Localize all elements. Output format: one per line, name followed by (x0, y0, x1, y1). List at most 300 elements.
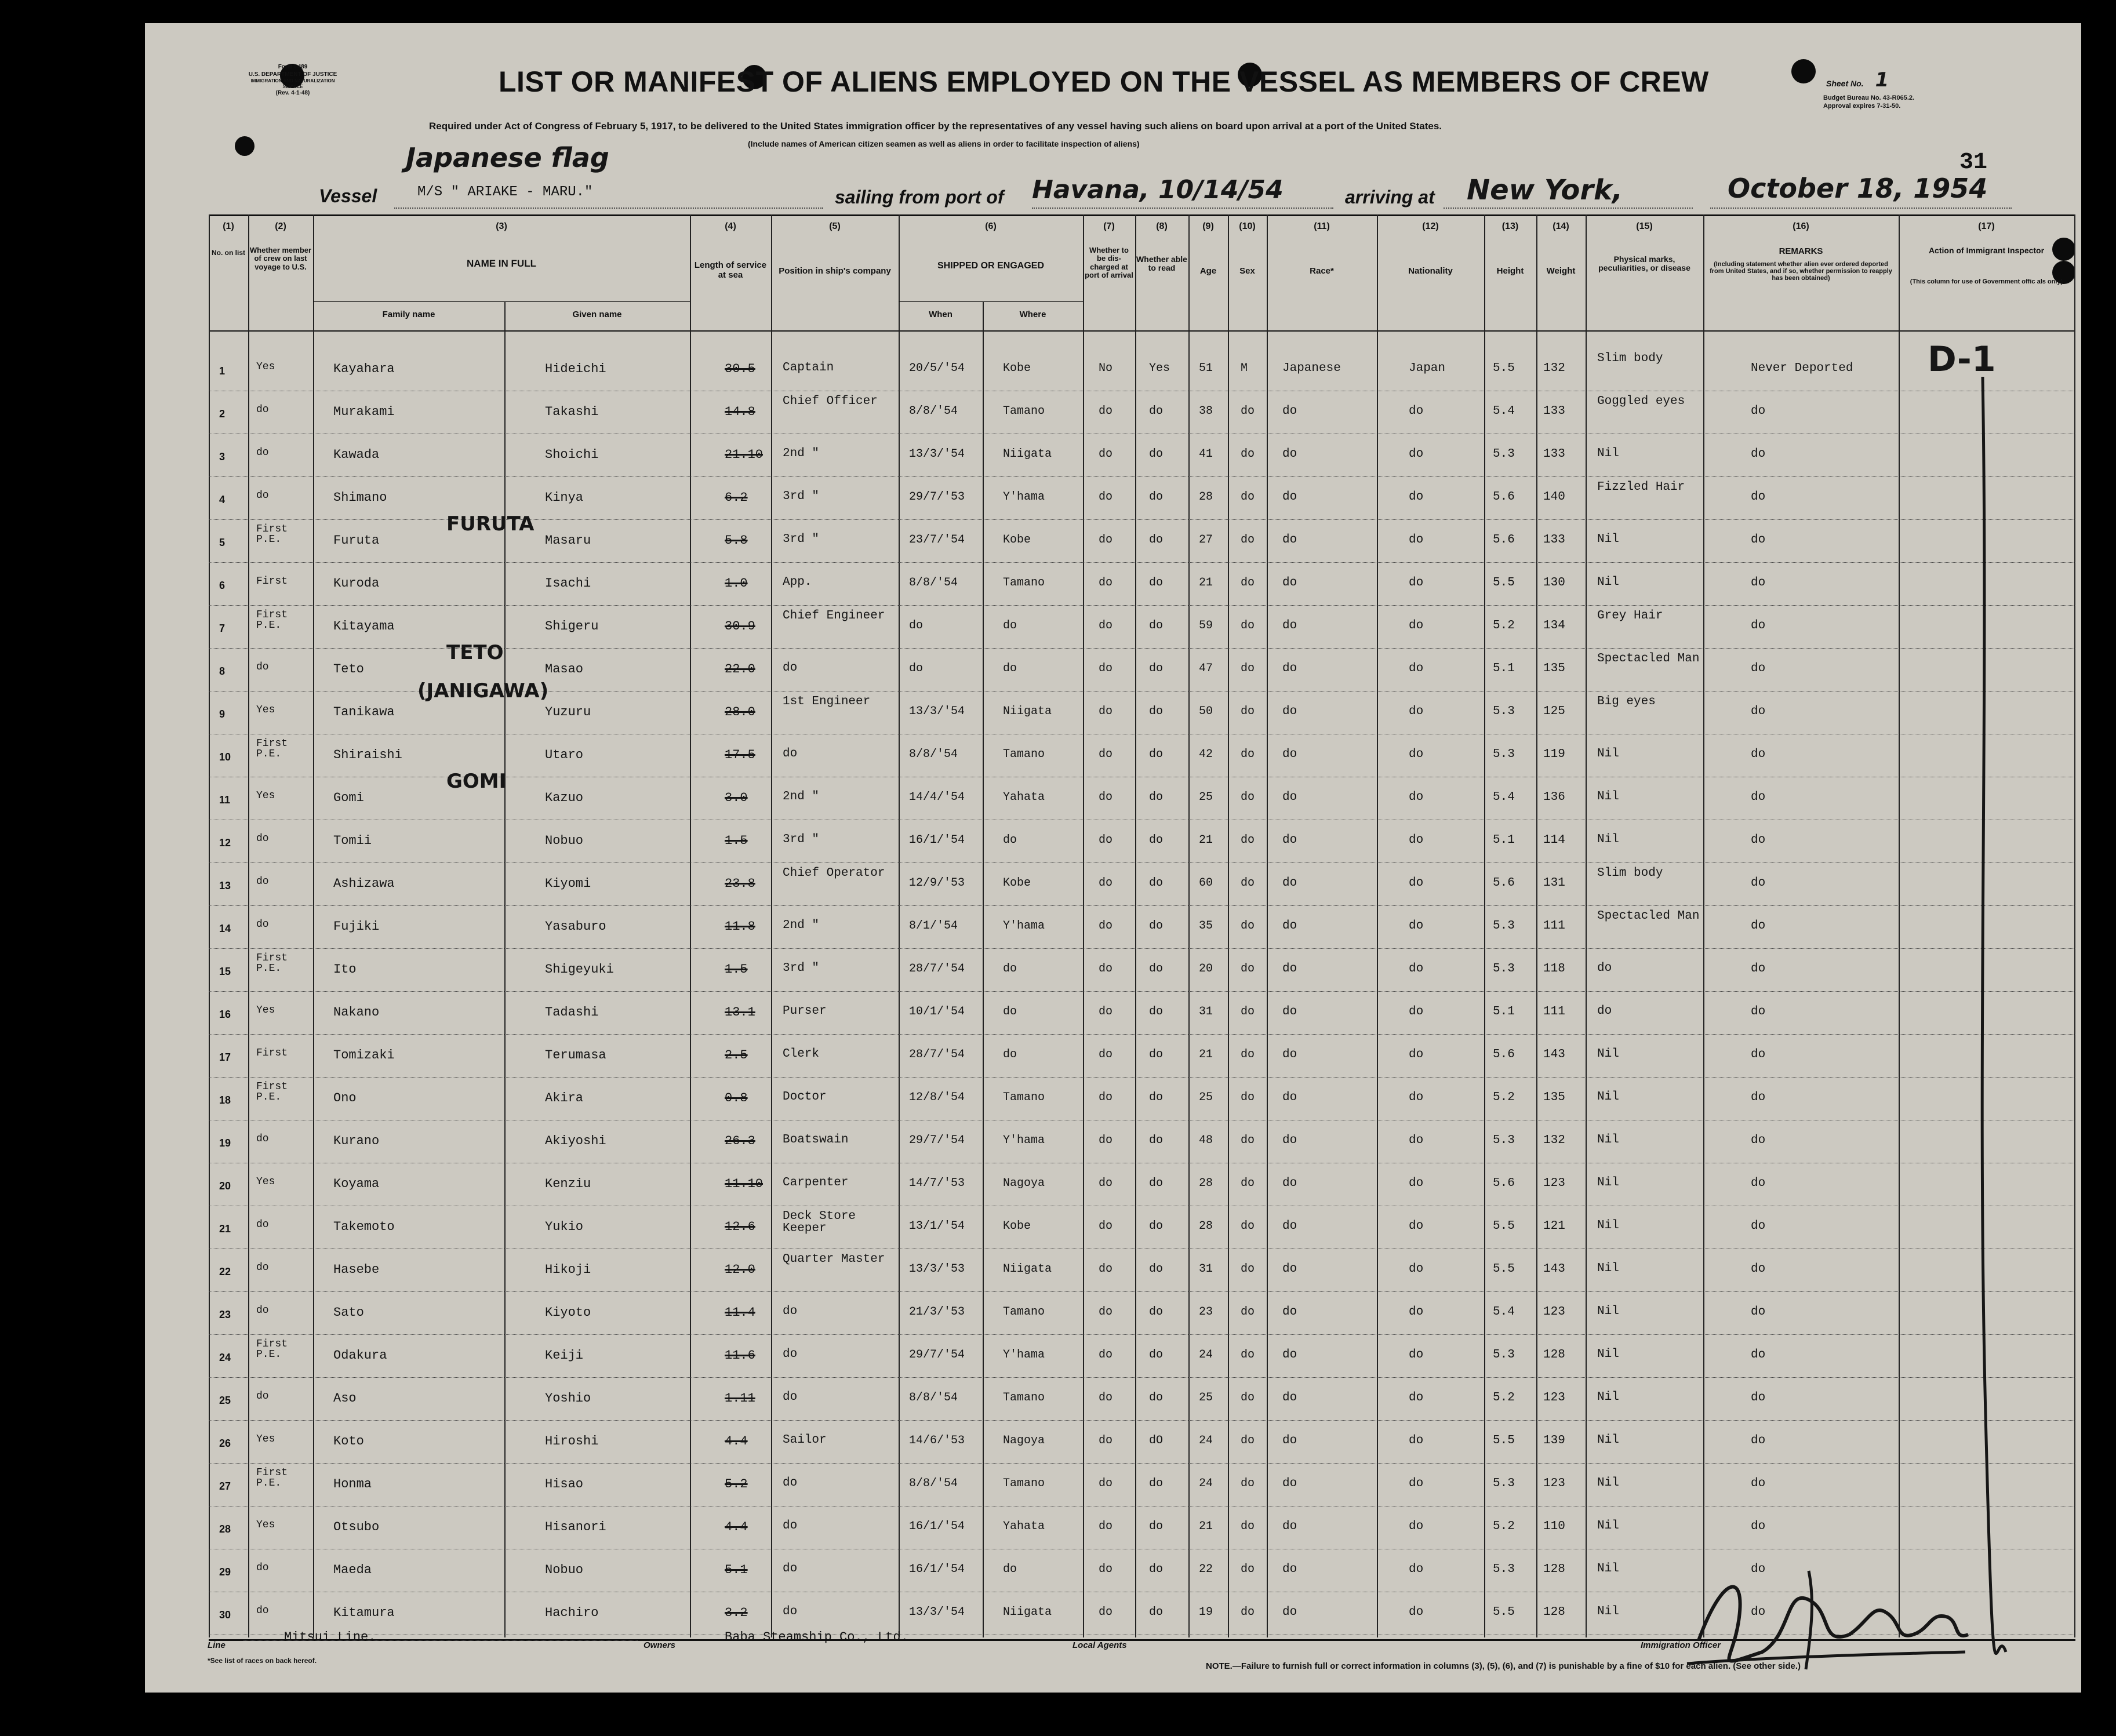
cell-given: Hachiro (545, 1606, 599, 1620)
cell-disch: do (1099, 405, 1113, 418)
table-row (145, 679, 2081, 729)
cell-disch: do (1099, 834, 1113, 847)
cell-nat: do (1409, 490, 1424, 504)
cell-position: Quarter Master (783, 1253, 885, 1266)
cell-read: do (1149, 791, 1164, 804)
cell-remarks: do (1751, 1520, 1766, 1533)
cell-where: Niigata (1003, 447, 1052, 461)
col-header-where: Where (1019, 310, 1046, 319)
cell-remarks: do (1751, 1391, 1766, 1404)
row-number: 14 (219, 923, 231, 934)
cell-family: Hasebe (333, 1262, 380, 1277)
cell-disch: do (1099, 662, 1113, 675)
inspector-bracket (1971, 371, 2017, 1693)
row-number: 8 (219, 665, 226, 677)
table-row (145, 948, 2081, 987)
cell-where: Nagoya (1003, 1434, 1045, 1447)
cell-weight: 119 (1543, 748, 1565, 761)
cell-last: First (256, 576, 288, 587)
cell-remarks: do (1751, 1005, 1766, 1018)
sheet-number: 1 (1875, 68, 1889, 92)
cell-when: do (909, 619, 924, 632)
cell-position: 3rd " (783, 962, 820, 975)
cell-remarks: do (1751, 1048, 1766, 1061)
row-number: 12 (219, 837, 231, 849)
cell-family: Koyama (333, 1177, 380, 1191)
col-header-nationality: Nationality (1408, 266, 1453, 276)
cell-marks: Spectacled Man (1597, 909, 1700, 923)
cell-age: 47 (1199, 662, 1213, 675)
cell-when: 14/7/'53 (909, 1177, 965, 1190)
cell-disch: do (1099, 1391, 1113, 1404)
table-row (145, 348, 2081, 386)
cell-last: do (256, 404, 269, 416)
cell-last: do (256, 1562, 269, 1574)
cell-service: 1.5 (725, 834, 748, 848)
cell-age: 24 (1199, 1477, 1213, 1490)
cell-service: 11.4 (725, 1305, 755, 1320)
cell-nat: do (1409, 1262, 1424, 1276)
cell-read: do (1149, 1005, 1164, 1018)
cell-when: 13/3/'54 (909, 447, 965, 461)
cell-disch: do (1099, 1477, 1113, 1490)
cell-position: 1st Engineer (783, 695, 871, 708)
cell-where: do (1003, 1005, 1017, 1018)
cell-read: do (1149, 576, 1164, 589)
cell-where: Y'hama (1003, 1134, 1045, 1147)
cell-sex: do (1241, 919, 1255, 933)
cell-when: 14/4/'54 (909, 791, 965, 804)
row-number: 29 (219, 1566, 231, 1578)
line-value: Mitsui Line. (284, 1630, 376, 1644)
approval-expiry: Approval expires 7-31-50. (1823, 103, 1901, 110)
col-num: (5) (829, 221, 841, 231)
form-revision: (Rev. 4-1-48) (275, 90, 310, 96)
table-row (145, 991, 2081, 1029)
col-header-when: When (929, 310, 952, 319)
cell-position: do (783, 1305, 798, 1318)
cell-when: 29/7/'54 (909, 1348, 965, 1362)
arriving-label: arriving at (1345, 187, 1435, 208)
cell-height: 5.5 (1493, 1434, 1515, 1447)
cell-when: 8/8/'54 (909, 1391, 958, 1404)
cell-when: 28/7/'54 (909, 1048, 965, 1061)
cell-service: 30.9 (725, 619, 755, 634)
cell-remarks: do (1751, 1305, 1766, 1319)
owners-label: Owners (643, 1640, 676, 1650)
vessel-label: Vessel (319, 185, 377, 206)
cell-marks: Spectacled Man (1597, 652, 1700, 665)
cell-age: 27 (1199, 533, 1213, 547)
cell-height: 5.5 (1493, 1262, 1515, 1276)
cell-last: Yes (256, 1433, 275, 1445)
cell-race: do (1282, 490, 1297, 504)
cell-service: 11.6 (725, 1348, 755, 1363)
cell-age: 25 (1199, 1091, 1213, 1104)
row-number: 20 (219, 1180, 231, 1192)
cell-last: do (256, 1391, 269, 1402)
cell-when: 13/3/'54 (909, 1606, 965, 1619)
row-number: 17 (219, 1051, 231, 1063)
cell-marks: Nil (1597, 1605, 1619, 1618)
cell-sex: do (1241, 1391, 1255, 1404)
cell-service: 13.1 (725, 1005, 755, 1020)
cell-last: First P.E. (256, 1081, 288, 1103)
cell-given: Tadashi (545, 1005, 599, 1020)
cell-height: 5.3 (1493, 962, 1515, 976)
table-row (145, 1163, 2081, 1201)
cell-height: 5.3 (1493, 447, 1515, 461)
cell-last: First P.E. (256, 738, 288, 760)
cell-where: Tamano (1003, 1391, 1045, 1404)
cell-position: 2nd " (783, 447, 820, 460)
cell-marks: Big eyes (1597, 695, 1656, 708)
cell-disch: do (1099, 533, 1113, 547)
cell-service: 21.10 (725, 447, 763, 462)
cell-family: Ono (333, 1091, 357, 1105)
col-header-able-read: Whether able to read (1136, 254, 1187, 273)
cell-sex: do (1241, 791, 1255, 804)
cell-nat: do (1409, 662, 1424, 675)
cell-nat: do (1409, 619, 1424, 632)
races-note: *See list of races on back hereof. (208, 1657, 317, 1665)
cell-race: do (1282, 962, 1297, 976)
sailing-label: sailing from port of (835, 187, 1004, 208)
cell-age: 60 (1199, 876, 1213, 890)
cell-given: Yukio (545, 1220, 584, 1234)
col-num: (6) (985, 221, 997, 231)
cell-sex: do (1241, 405, 1255, 418)
table-row (145, 1420, 2081, 1458)
cell-weight: 111 (1543, 919, 1565, 933)
cell-last: First P.E. (256, 952, 288, 974)
cell-position: 2nd " (783, 919, 820, 932)
cell-read: do (1149, 748, 1164, 761)
cell-weight: 111 (1543, 1005, 1565, 1018)
cell-height: 5.5 (1493, 1606, 1515, 1619)
row-number: 27 (219, 1480, 231, 1492)
cell-family: Odakura (333, 1348, 387, 1363)
col-header-name: NAME IN FULL (467, 258, 536, 269)
table-row (145, 1206, 2081, 1244)
cell-remarks: do (1751, 447, 1766, 461)
cell-sex: do (1241, 1477, 1255, 1490)
cell-last: do (256, 447, 269, 458)
col-header-family-name: Family name (382, 310, 435, 319)
row-number: 23 (219, 1309, 231, 1320)
cell-remarks: do (1751, 919, 1766, 933)
cell-where: Nagoya (1003, 1177, 1045, 1190)
cell-disch: No (1099, 362, 1113, 375)
cell-age: 31 (1199, 1262, 1213, 1276)
cell-race: do (1282, 1434, 1297, 1447)
cell-marks: Nil (1597, 1348, 1619, 1361)
cell-age: 21 (1199, 1048, 1213, 1061)
cell-read: do (1149, 705, 1164, 718)
col-num: (10) (1239, 221, 1256, 231)
cell-nat: do (1409, 1005, 1424, 1018)
cell-remarks: do (1751, 748, 1766, 761)
cell-disch: do (1099, 1177, 1113, 1190)
cell-position: do (783, 1519, 798, 1533)
cell-position: Doctor (783, 1090, 827, 1104)
cell-nat: do (1409, 748, 1424, 761)
cell-where: Niigata (1003, 1262, 1052, 1276)
cell-nat: do (1409, 1091, 1424, 1104)
cell-read: do (1149, 1091, 1164, 1104)
row-number: 7 (219, 623, 226, 634)
cell-race: do (1282, 1220, 1297, 1233)
cell-remarks: do (1751, 791, 1766, 804)
cell-marks: Nil (1597, 1262, 1619, 1275)
cell-position: do (783, 1476, 798, 1490)
cell-last: Yes (256, 704, 275, 716)
cell-remarks: do (1751, 576, 1766, 589)
col-num: (2) (275, 221, 286, 231)
manifest-sheet (145, 23, 2081, 1693)
cell-weight: 125 (1543, 705, 1565, 718)
owners-value: Baba Steamship Co., Ltd. (725, 1630, 908, 1644)
table-row (145, 1463, 2081, 1501)
cell-sex: do (1241, 1305, 1255, 1319)
col-header-remarks-note: (Including statement whether alien ever ordered deported from United States, and if so, whether permission to reapply has been obtained) (1710, 261, 1892, 282)
cell-sex: do (1241, 834, 1255, 847)
col-num: (17) (1978, 221, 1995, 231)
cell-last: do (256, 661, 269, 673)
cell-nat: do (1409, 1477, 1424, 1490)
cell-age: 19 (1199, 1606, 1213, 1619)
cell-service: 4.4 (725, 1520, 748, 1534)
cell-read: do (1149, 962, 1164, 976)
cell-service: 1.11 (725, 1391, 755, 1406)
cell-service: 11.10 (725, 1177, 763, 1191)
cell-height: 5.3 (1493, 1477, 1515, 1490)
cell-service: 26.3 (725, 1134, 755, 1148)
cell-last: Yes (256, 361, 275, 373)
cell-last: Yes (256, 1005, 275, 1016)
cell-last: do (256, 876, 269, 887)
table-row (145, 1077, 2081, 1115)
cell-age: 28 (1199, 490, 1213, 504)
col-header-no: No. on list (212, 249, 245, 257)
cell-read: do (1149, 1348, 1164, 1362)
cell-remarks: do (1751, 1434, 1766, 1447)
cell-nat: do (1409, 1048, 1424, 1061)
cell-given: Kiyoto (545, 1305, 591, 1320)
flag-note: Japanese flag (406, 142, 609, 173)
cell-remarks: do (1751, 1262, 1766, 1276)
cell-when: 8/8/'54 (909, 405, 958, 418)
cell-weight: 135 (1543, 662, 1565, 675)
cell-where: Y'hama (1003, 919, 1045, 933)
cell-where: Tamano (1003, 405, 1045, 418)
cell-position: Sailor (783, 1433, 827, 1447)
cell-position: do (783, 747, 798, 760)
cell-position: 3rd " (783, 833, 820, 846)
cell-remarks: do (1751, 1348, 1766, 1362)
table-row (145, 905, 2081, 944)
cell-service: 5.2 (725, 1477, 748, 1491)
service-name: IMMIGRATION AND NATURALIZATION SERVICE (250, 78, 335, 89)
cell-age: 28 (1199, 1177, 1213, 1190)
cell-nat: do (1409, 1220, 1424, 1233)
col-header-weight: Weight (1546, 266, 1576, 276)
cell-remarks: Never Deported (1751, 362, 1853, 375)
cell-where: Kobe (1003, 362, 1031, 375)
cell-sex: do (1241, 1177, 1255, 1190)
arrival-date: October 18, 1954 (1728, 173, 1988, 204)
cell-read: do (1149, 1520, 1164, 1533)
cell-race: do (1282, 619, 1297, 632)
col-header-race: Race* (1310, 266, 1334, 276)
table-row (145, 862, 2081, 901)
cell-given: Kenziu (545, 1177, 591, 1191)
cell-race: do (1282, 876, 1297, 890)
cell-remarks: do (1751, 405, 1766, 418)
row-number: 13 (219, 880, 231, 891)
cell-weight: 123 (1543, 1177, 1565, 1190)
table-row (145, 734, 2081, 772)
cell-last: do (256, 1605, 269, 1617)
cell-nat: do (1409, 533, 1424, 547)
cell-height: 5.6 (1493, 1048, 1515, 1061)
cell-read: do (1149, 1177, 1164, 1190)
cell-weight: 123 (1543, 1391, 1565, 1404)
cell-nat: do (1409, 876, 1424, 890)
cell-weight: 133 (1543, 405, 1565, 418)
cell-height: 5.3 (1493, 1348, 1515, 1362)
cell-read: do (1149, 619, 1164, 632)
cell-position: Deck Store Keeper (783, 1210, 856, 1235)
cell-remarks: do (1751, 1477, 1766, 1490)
col-num: (14) (1553, 221, 1569, 231)
cell-service: 14.8 (725, 405, 755, 419)
cell-race: do (1282, 447, 1297, 461)
cell-service: 5.1 (725, 1563, 748, 1577)
cell-height: 5.3 (1493, 1563, 1515, 1576)
cell-marks: Nil (1597, 533, 1619, 546)
cell-disch: do (1099, 576, 1113, 589)
cell-position: 3rd " (783, 533, 820, 546)
cell-race: do (1282, 1520, 1297, 1533)
cell-where: Kobe (1003, 876, 1031, 890)
cell-nat: do (1409, 1391, 1424, 1404)
cell-where: do (1003, 1563, 1017, 1576)
cell-remarks: do (1751, 962, 1766, 976)
cell-disch: do (1099, 1048, 1113, 1061)
cell-position: do (783, 1562, 798, 1575)
cell-race: do (1282, 1262, 1297, 1276)
cell-service: 30.5 (725, 362, 755, 376)
cell-where: do (1003, 619, 1017, 632)
cell-last: Yes (256, 1519, 275, 1531)
cell-marks: Nil (1597, 1562, 1619, 1575)
include-note: (Include names of American citizen seamen as well as aliens in order to facilitate inspection of aliens) (748, 139, 1140, 148)
cell-height: 5.1 (1493, 1005, 1515, 1018)
cell-position: Clerk (783, 1047, 820, 1061)
vessel-name: M/S " ARIAKE - MARU." (417, 184, 593, 200)
cell-marks: Nil (1597, 1305, 1619, 1318)
cell-age: 25 (1199, 1391, 1213, 1404)
cell-given: Hiroshi (545, 1434, 599, 1449)
cell-disch: do (1099, 748, 1113, 761)
cell-where: do (1003, 1048, 1017, 1061)
cell-weight: 143 (1543, 1048, 1565, 1061)
cell-race: Japanese (1282, 362, 1341, 375)
col-header-inspector: Action of Immigrant Inspector (1928, 246, 2045, 255)
cell-last: do (256, 1305, 269, 1316)
cell-read: do (1149, 834, 1164, 847)
cell-last: First P.E. (256, 609, 288, 631)
cell-nat: do (1409, 1134, 1424, 1147)
col-num: (7) (1103, 221, 1115, 231)
cell-when: 13/1/'54 (909, 1220, 965, 1233)
cell-weight: 133 (1543, 533, 1565, 547)
cell-read: do (1149, 1134, 1164, 1147)
cell-nat: do (1409, 1348, 1424, 1362)
cell-family: Teto (333, 662, 364, 676)
col-num: (16) (1793, 221, 1809, 231)
cell-nat: do (1409, 705, 1424, 718)
cell-marks: Nil (1597, 1391, 1619, 1404)
cell-race: do (1282, 1348, 1297, 1362)
cell-read: do (1149, 1477, 1164, 1490)
row-number: 25 (219, 1395, 231, 1406)
col-header-position: Position in ship's company (779, 266, 891, 276)
cell-nat: do (1409, 1305, 1424, 1319)
handwritten-name-annotation: TETO (446, 641, 504, 664)
cell-given: Shoichi (545, 447, 599, 462)
cell-last: Yes (256, 1176, 275, 1188)
cell-service: 11.8 (725, 919, 755, 934)
cell-remarks: do (1751, 1134, 1766, 1147)
cell-when: 16/1/'54 (909, 1563, 965, 1576)
cell-where: do (1003, 962, 1017, 976)
cell-when: 16/1/'54 (909, 1520, 965, 1533)
cell-race: do (1282, 1048, 1297, 1061)
cell-when: 21/3/'53 (909, 1305, 965, 1319)
table-row (145, 1291, 2081, 1330)
cell-weight: 128 (1543, 1606, 1565, 1619)
cell-remarks: do (1751, 705, 1766, 718)
line-label: Line (208, 1640, 226, 1650)
cell-sex: do (1241, 619, 1255, 632)
cell-service: 12.6 (725, 1220, 755, 1234)
cell-service: 1.5 (725, 962, 748, 977)
cell-marks: do (1597, 962, 1612, 975)
cell-position: do (783, 661, 798, 675)
penalty-note: NOTE.—Failure to furnish full or correct information in columns (3), (5), (6), and (7) is punishable by a fine of $10 for each alien. (See other side.) (1206, 1661, 1801, 1671)
cell-where: Tamano (1003, 748, 1045, 761)
cell-position: Chief Engineer (783, 609, 885, 623)
cell-given: Shigeyuki (545, 962, 614, 977)
table-row (145, 605, 2081, 643)
cell-when: 12/9/'53 (909, 876, 965, 890)
cell-given: Hideichi (545, 362, 606, 376)
cell-when: 8/8/'54 (909, 748, 958, 761)
cell-given: Utaro (545, 748, 584, 762)
cell-weight: 121 (1543, 1220, 1565, 1233)
cell-height: 5.1 (1493, 834, 1515, 847)
cell-read: do (1149, 1262, 1164, 1276)
cell-sex: do (1241, 1005, 1255, 1018)
cell-sex: do (1241, 1048, 1255, 1061)
row-number: 19 (219, 1137, 231, 1149)
cell-read: Yes (1149, 362, 1170, 375)
agents-label: Local Agents (1072, 1640, 1127, 1650)
table-row (145, 1034, 2081, 1072)
cell-when: 16/1/'54 (909, 834, 965, 847)
